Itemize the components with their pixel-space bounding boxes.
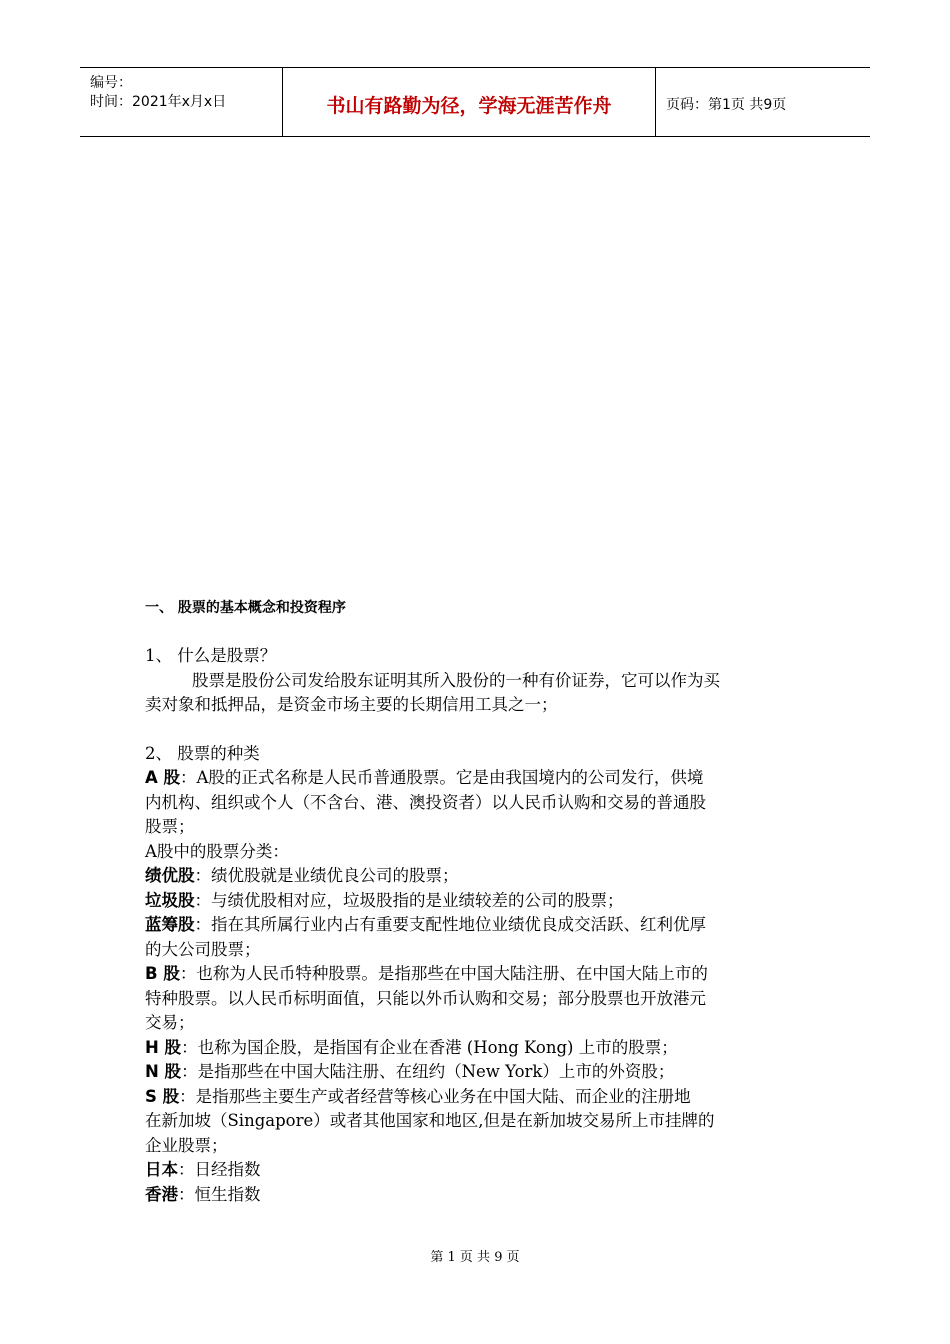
blue-chip-label: 绩优股 [145, 866, 195, 885]
junk-stock-text: ：与绩优股相对应，垃圾股指的是业绩较差的公司的股票； [194, 890, 624, 910]
paragraph-line: 股票是股份公司发给股东证明其所入股份的一种有价证券，它可以作为买 [192, 670, 720, 690]
s-share-label: S 股 [145, 1086, 180, 1106]
a-share-class-title: A股中的股票分类： [145, 841, 289, 861]
document-body [145, 596, 825, 1207]
lanchou-label: 蓝筹股 [145, 915, 195, 934]
question-1-title: 1、 什么是股票？ [145, 646, 277, 665]
hk-text: ：恒生指数 [178, 1184, 261, 1204]
paragraph-line: 内机构、组织或个人（不含台、港、澳投资者）以人民币认购和交易的普通股 [145, 792, 706, 812]
a-share-line [145, 766, 825, 791]
question-2-title: 2、 股票的种类 [145, 743, 260, 763]
japan-text: ：日经指数 [178, 1160, 261, 1179]
page-footer: 第 1 页 共 9 页 [430, 1250, 520, 1265]
header-motto: 书山有路勤为径，学海无涯苦作舟 [326, 95, 612, 117]
junk-stock-line [145, 889, 825, 914]
junk-stock-label: 垃圾股 [145, 890, 195, 910]
paragraph-line: 特种股票。以人民币标明面值，只能以外币认购和交易；部分股票也开放港元 [145, 988, 706, 1008]
n-share-label: N 股 [145, 1062, 182, 1081]
japan-index-line [145, 1158, 825, 1183]
h-share-line [145, 1036, 825, 1061]
header-page-code: 页码：第1页 共9页 [666, 97, 787, 113]
section-title: 一、 股票的基本概念和投资程序 [145, 600, 346, 616]
blue-chip-line [145, 864, 825, 889]
header-info-cell [80, 68, 283, 136]
a-share-text: ：A股的正式名称是人民币普通股票。它是由我国境内的公司发行，供境 [180, 768, 704, 787]
s-share-line [145, 1085, 825, 1110]
h-share-label: H 股 [145, 1037, 182, 1057]
hk-label: 香港 [145, 1184, 178, 1204]
paragraph-line: 股票； [145, 817, 195, 836]
japan-label: 日本 [145, 1160, 178, 1179]
paragraph-line: 卖对象和抵押品，是资金市场主要的长期信用工具之一； [145, 695, 558, 714]
header-number-label: 编号： [90, 75, 132, 91]
lanchou-text: ：指在其所属行业内占有重要支配性地位业绩优良成交活跃、红利优厚 [194, 915, 706, 934]
lanchou-line [145, 913, 825, 938]
n-share-text: ：是指那些在中国大陆注册、在纽约（New York）上市的外资股； [181, 1062, 675, 1081]
header-motto-cell [283, 68, 656, 136]
h-share-text: ：也称为国企股，是指国有企业在香港 (Hong Kong) 上市的股票； [181, 1037, 678, 1057]
blue-chip-text: ：绩优股就是业绩优良公司的股票； [194, 866, 459, 885]
page-header [80, 67, 870, 137]
a-share-label: A 股 [145, 768, 181, 787]
header-page-cell [656, 68, 870, 136]
header-time-label: 时间：2021年x月x日 [90, 94, 227, 110]
b-share-label: B 股 [145, 964, 180, 983]
b-share-line [145, 962, 825, 987]
paragraph-line: 在新加坡（Singapore）或者其他国家和地区,但是在新加坡交易所上市挂牌的 [145, 1111, 715, 1130]
paragraph-line: 的大公司股票； [145, 939, 261, 959]
hk-index-line [145, 1183, 825, 1208]
paragraph-line: 交易； [145, 1013, 195, 1032]
s-share-text: ：是指那些主要生产或者经营等核心业务在中国大陆、而企业的注册地 [179, 1086, 691, 1106]
paragraph-line: 企业股票； [145, 1135, 228, 1155]
b-share-text: ：也称为人民币特种股票。是指那些在中国大陆注册、在中国大陆上市的 [179, 964, 708, 983]
n-share-line [145, 1060, 825, 1085]
